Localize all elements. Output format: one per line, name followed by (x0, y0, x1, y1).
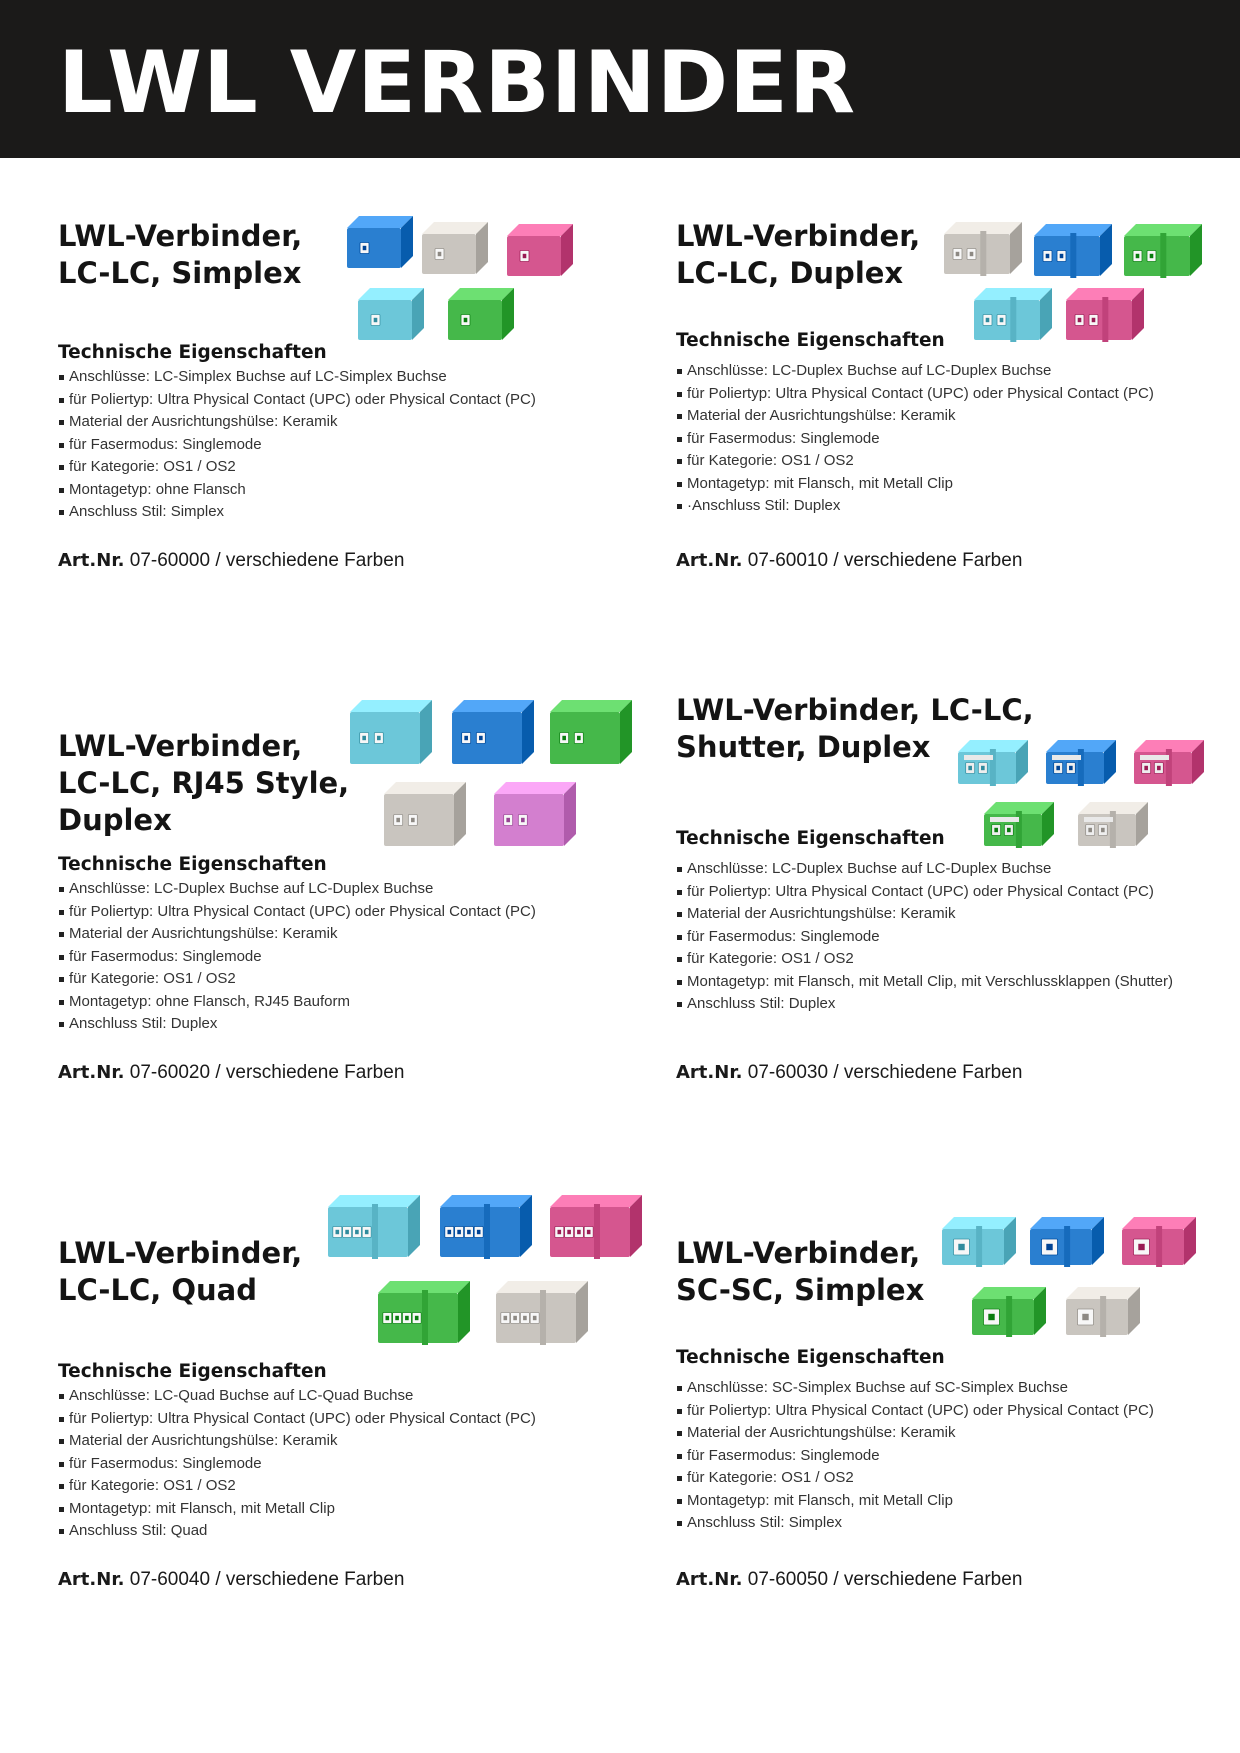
article-number-value: 07-60010 / (747, 550, 839, 571)
article-number-value: 07-60000 / (129, 550, 221, 571)
product-title-line: LWL-Verbinder, LC-LC, (676, 693, 1034, 727)
beige-connector-icon (382, 780, 468, 848)
spec-item: für Fasermodus: Singlemode (676, 926, 1196, 949)
product-title-line: LC-LC, Quad (58, 1273, 257, 1307)
specs-heading: Technische Eigenschaften (58, 342, 327, 363)
product-title-line: LWL-Verbinder, (676, 219, 921, 253)
product-thumbnails (676, 700, 1236, 830)
spec-item: für Fasermodus: Singlemode (58, 1453, 618, 1476)
article-variant: verschiedene Farben (843, 1062, 1023, 1083)
magenta-connector-icon (1064, 286, 1146, 342)
product-card-sc-sc-simplex (676, 1205, 1236, 1625)
spec-item: Material der Ausrichtungshülse: Keramik (58, 411, 618, 434)
spec-item: für Poliertyp: Ultra Physical Contact (UPC) oder Physical Contact (PC) (58, 1408, 618, 1431)
product-title-line: LC-LC, Simplex (58, 256, 302, 290)
spec-item: für Fasermodus: Singlemode (676, 428, 1236, 451)
spec-item: für Fasermodus: Singlemode (58, 946, 618, 969)
spec-item: Montagetyp: ohne Flansch, RJ45 Bauform (58, 991, 618, 1014)
article-number-label: Art.Nr. (676, 1569, 743, 1590)
specs-list (58, 366, 618, 524)
specs-list (676, 858, 1196, 1016)
spec-item: für Kategorie: OS1 / OS2 (58, 1475, 618, 1498)
aqua-connector-icon (348, 698, 434, 766)
article-number-value: 07-60040 / (129, 1569, 221, 1590)
header-bar (0, 0, 1240, 158)
spec-item: für Poliertyp: Ultra Physical Contact (UPC) oder Physical Contact (PC) (58, 901, 618, 924)
green-connector-icon (446, 286, 516, 342)
product-thumbnails (676, 212, 1236, 342)
spec-item: für Fasermodus: Singlemode (676, 1445, 1236, 1468)
product-card-lc-lc-simplex (58, 212, 618, 632)
spec-item: für Kategorie: OS1 / OS2 (676, 450, 1236, 473)
specs-heading: Technische Eigenschaften (676, 1347, 945, 1368)
product-thumbnails (58, 212, 618, 342)
product-card-lc-lc-quad (58, 1205, 618, 1625)
article-number-label: Art.Nr. (58, 550, 125, 571)
article-variant: verschiedene Farben (843, 550, 1023, 571)
spec-item: Material der Ausrichtungshülse: Keramik (676, 405, 1236, 428)
green-connector-icon (1122, 222, 1204, 278)
spec-item: Anschlüsse: LC-Duplex Buchse auf LC-Duplex Buchse (676, 360, 1236, 383)
article-number (58, 1569, 404, 1591)
spec-item: für Fasermodus: Singlemode (58, 434, 618, 457)
beige-connector-icon (1076, 800, 1150, 848)
spec-item: Anschlüsse: LC-Duplex Buchse auf LC-Duplex Buchse (58, 878, 618, 901)
aqua-connector-icon (940, 1215, 1018, 1267)
spec-item: für Poliertyp: Ultra Physical Contact (UPC) oder Physical Contact (PC) (676, 881, 1196, 904)
spec-item: Anschlüsse: SC-Simplex Buchse auf SC-Simplex Buchse (676, 1377, 1236, 1400)
product-thumbnails (676, 1205, 1236, 1335)
spec-item: Anschluss Stil: Simplex (58, 501, 618, 524)
product-title-line: Duplex (58, 803, 172, 837)
article-variant: verschiedene Farben (225, 1569, 405, 1590)
product-title-line: SC-SC, Simplex (676, 1273, 925, 1307)
spec-item: für Poliertyp: Ultra Physical Contact (UPC) oder Physical Contact (PC) (58, 389, 618, 412)
spec-item: Anschluss Stil: Duplex (676, 993, 1196, 1016)
article-number-value: 07-60050 / (747, 1569, 839, 1590)
product-title-line: LWL-Verbinder, (58, 729, 303, 763)
spec-item: für Kategorie: OS1 / OS2 (58, 968, 618, 991)
spec-item: Anschluss Stil: Duplex (58, 1013, 618, 1036)
specs-list (676, 360, 1236, 518)
product-title-line: LWL-Verbinder, (676, 1236, 921, 1270)
product-title-line: LWL-Verbinder, (58, 1236, 303, 1270)
article-number-label: Art.Nr. (58, 1569, 125, 1590)
spec-item: Montagetyp: mit Flansch, mit Metall Clip (676, 1490, 1236, 1513)
magenta-connector-icon (505, 222, 575, 278)
green-connector-icon (970, 1285, 1048, 1337)
article-number (676, 1062, 1022, 1084)
beige-connector-icon (420, 220, 490, 276)
spec-item: ·Anschluss Stil: Duplex (676, 495, 1236, 518)
spec-item: Anschlüsse: LC-Quad Buchse auf LC-Quad Buchse (58, 1385, 618, 1408)
green-connector-icon (982, 800, 1056, 848)
blue-connector-icon (345, 214, 415, 270)
specs-heading: Technische Eigenschaften (58, 1361, 327, 1382)
product-title-line: LC-LC, Duplex (676, 256, 904, 290)
article-variant: verschiedene Farben (843, 1569, 1023, 1590)
specs-heading: Technische Eigenschaften (676, 330, 945, 351)
product-card-lc-lc-rj45-duplex (58, 700, 618, 1120)
blue-connector-icon (450, 698, 536, 766)
article-number-value: 07-60030 / (747, 1062, 839, 1083)
aqua-connector-icon (356, 286, 426, 342)
spec-item: Material der Ausrichtungshülse: Keramik (676, 1422, 1236, 1445)
article-number (58, 1062, 404, 1084)
spec-item: für Poliertyp: Ultra Physical Contact (UPC) oder Physical Contact (PC) (676, 1400, 1236, 1423)
aqua-connector-icon (956, 738, 1030, 786)
product-card-lc-lc-duplex (676, 212, 1236, 632)
article-number-label: Art.Nr. (676, 550, 743, 571)
beige-connector-icon (942, 220, 1024, 276)
spec-item: Montagetyp: ohne Flansch (58, 479, 618, 502)
green-connector-icon (548, 698, 634, 766)
spec-item: für Kategorie: OS1 / OS2 (58, 456, 618, 479)
magenta-connector-icon (548, 1193, 644, 1259)
aqua-connector-icon (326, 1193, 422, 1259)
specs-list (676, 1377, 1236, 1535)
specs-list (58, 878, 618, 1036)
spec-item: Material der Ausrichtungshülse: Keramik (58, 923, 618, 946)
spec-item: Anschlüsse: LC-Simplex Buchse auf LC-Simplex Buchse (58, 366, 618, 389)
article-variant: verschiedene Farben (225, 550, 405, 571)
blue-connector-icon (1028, 1215, 1106, 1267)
spec-item: Montagetyp: mit Flansch, mit Metall Clip, mit Verschlussklappen (Shutter) (676, 971, 1196, 994)
spec-item: Material der Ausrichtungshülse: Keramik (58, 1430, 618, 1453)
specs-heading: Technische Eigenschaften (676, 828, 945, 849)
spec-item: Material der Ausrichtungshülse: Keramik (676, 903, 1196, 926)
spec-item: Anschlüsse: LC-Duplex Buchse auf LC-Duplex Buchse (676, 858, 1196, 881)
article-number (58, 550, 404, 572)
spec-item: Montagetyp: mit Flansch, mit Metall Clip (58, 1498, 618, 1521)
page-title: LWL VERBINDER (58, 33, 857, 133)
spec-item: Anschluss Stil: Quad (58, 1520, 618, 1543)
product-card-lc-lc-shutter-duplex (676, 693, 1236, 1120)
spec-item: Anschluss Stil: Simplex (676, 1512, 1236, 1535)
spec-item: Montagetyp: mit Flansch, mit Metall Clip (676, 473, 1236, 496)
product-title-line: LC-LC, RJ45 Style, (58, 766, 350, 800)
article-variant: verschiedene Farben (225, 1062, 405, 1083)
blue-connector-icon (1032, 222, 1114, 278)
article-number-label: Art.Nr. (58, 1062, 125, 1083)
article-number (676, 1569, 1022, 1591)
green-connector-icon (376, 1279, 472, 1345)
article-number-label: Art.Nr. (676, 1062, 743, 1083)
product-thumbnails (58, 700, 618, 830)
spec-item: für Kategorie: OS1 / OS2 (676, 948, 1196, 971)
blue-connector-icon (438, 1193, 534, 1259)
beige-connector-icon (494, 1279, 590, 1345)
product-title-line: LWL-Verbinder, (58, 219, 303, 253)
beige-connector-icon (1064, 1285, 1142, 1337)
magenta-connector-icon (1120, 1215, 1198, 1267)
violet-connector-icon (492, 780, 578, 848)
aqua-connector-icon (972, 286, 1054, 342)
specs-heading: Technische Eigenschaften (58, 854, 327, 875)
spec-item: für Kategorie: OS1 / OS2 (676, 1467, 1236, 1490)
product-thumbnails (58, 1205, 618, 1335)
article-number-value: 07-60020 / (129, 1062, 221, 1083)
magenta-connector-icon (1132, 738, 1206, 786)
article-number (676, 550, 1022, 572)
spec-item: für Poliertyp: Ultra Physical Contact (UPC) oder Physical Contact (PC) (676, 383, 1236, 406)
specs-list (58, 1385, 618, 1543)
blue-connector-icon (1044, 738, 1118, 786)
product-title-line: Shutter, Duplex (676, 730, 931, 764)
